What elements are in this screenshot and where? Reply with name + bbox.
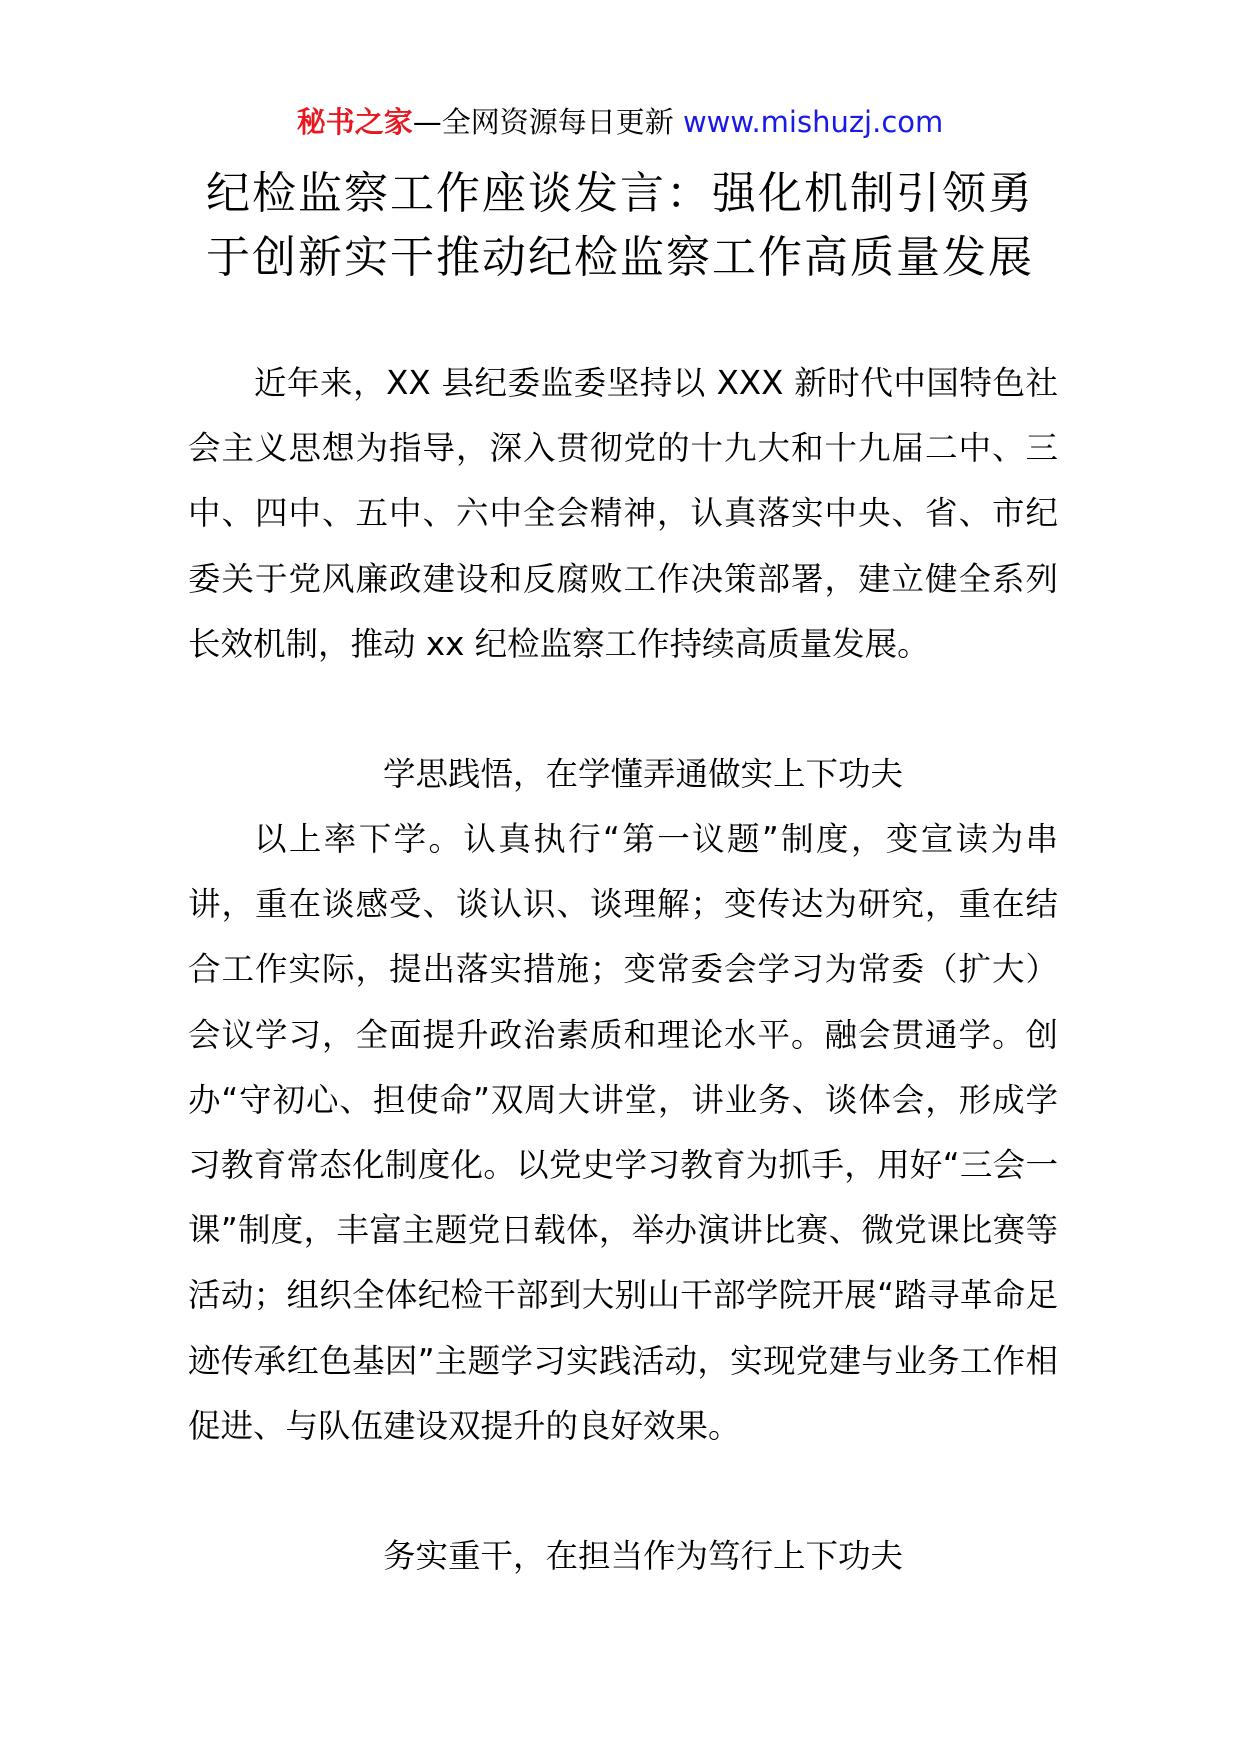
banner-tagline: —全网资源每日更新: [412, 105, 674, 139]
intro-paragraph: 近年来，XX 县纪委监委坚持以 XXX 新时代中国特色社会主义思想为指导，深入贯彻党的十九大和十九届二中、三中、四中、五中、六中全会精神，认真落实中央、省、市纪委关于党风廉政建设和反腐败工作决策部署，建立健全系列长效机制，推动 xx 纪检监察工作持续高质量发展。: [188, 364, 1058, 663]
document-title: [160, 162, 1080, 290]
section-2-heading-block: [188, 1524, 1058, 1589]
section-1-paragraph: 以上率下学。认真执行“第一议题”制度，变宣读为串讲，重在谈感受、谈认识、谈理解；变传达为研究，重在结合工作实际，提出落实措施；变常委会学习为常委（扩大）会议学习，全面提升政治素质和理论水平。融会贯通学。创办“守初心、担使命”双周大讲堂，讲业务、谈体会，形成学习教育常态化制度化。以党史学习教育为抓手，用好“三会一课”制度，丰富主题党日载体，举办演讲比赛、微党课比赛等活动；组织全体纪检干部到大别山干部学院开展“踏寻革命足迹传承红色基因”主题学习实践活动，实现党建与业务工作相促进、与队伍建设双提升的良好效果。: [188, 820, 1058, 1445]
title-line-1: 纪检监察工作座谈发言：强化机制引领勇: [206, 168, 1034, 219]
section-2-heading: 务实重干，在担当作为笃行上下功夫: [382, 1537, 903, 1575]
section-1-heading-block: [188, 742, 1058, 807]
brand-name: 秘书之家: [296, 105, 413, 139]
section-1-heading: 学思践悟，在学懂弄通做实上下功夫: [382, 755, 903, 793]
site-banner: [0, 100, 1240, 144]
site-url-link[interactable]: www.mishuzj.com: [682, 105, 944, 139]
section-1-body-block: [188, 807, 1058, 1459]
title-line-2: 于创新实干推动纪检监察工作高质量发展: [206, 232, 1034, 283]
intro-paragraph-block: [188, 351, 1058, 677]
